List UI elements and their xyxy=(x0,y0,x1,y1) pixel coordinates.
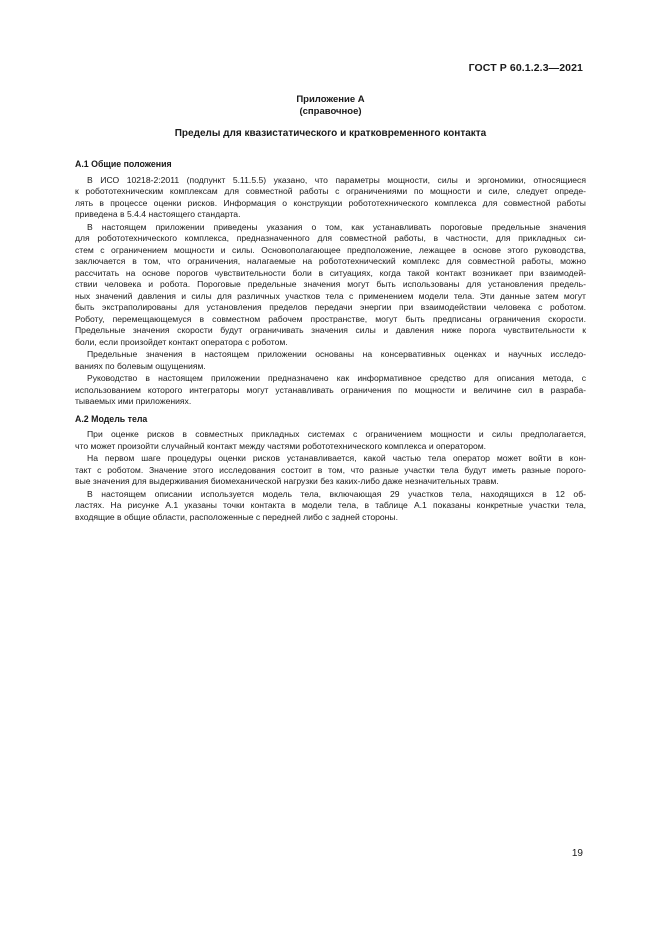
text-line: к робототехническим комплексам для совместной работы с ограничениями по мощности и силе, следует опреде- xyxy=(75,186,586,196)
annex-label: Приложение А xyxy=(296,94,365,105)
text-line: Руководство в настоящем приложении предназначено как информативное средство для описания метода, с xyxy=(87,373,586,383)
text-line: На первом шаге процедуры оценки рисков устанавливается, какой частью тела оператор может войти в кон- xyxy=(87,453,586,463)
text-line: боли, если произойдет контакт оператора с роботом. xyxy=(75,336,288,347)
document-body xyxy=(75,159,586,524)
paragraph xyxy=(75,175,586,221)
text-line: В ИСО 10218-2:2011 (подпункт 5.11.5.5) указано, что параметры мощности, силы и эргономики, относящиеся xyxy=(87,174,586,185)
text-line: что может произойти случайный контакт между частями робототехнического комплекса и оператором. xyxy=(75,440,487,451)
text-line: рассчитать на основе порогов чувствительности боли в ситуациях, когда такой контакт возникает при взаимодей- xyxy=(75,267,586,278)
page-number: 19 xyxy=(571,848,583,859)
text-line: такт с роботом. Значение этого исследования состоит в том, что разные участки тела будут иметь разные порого- xyxy=(75,464,586,475)
text-line: заключается в том, что ограничения, налагаемые на робототехнический комплекс для совместной работы, можно xyxy=(75,256,586,266)
text-line: ствии человека и робота. Пороговые предельные значения могут быть использованы для установления предель- xyxy=(75,279,586,289)
text-line: Предельные значения скорости будут ограничивать значения силы и давления ниже порога чувствительности к xyxy=(75,325,586,335)
text-line: тываемых ими приложениях. xyxy=(75,396,192,406)
text-line: быть экстраполированы для установления пределов передачи энергии при взаимодействии человека с роботом. xyxy=(75,302,586,312)
section-title: А.2 Модель тела xyxy=(75,413,148,424)
document-code: ГОСТ Р 60.1.2.3—2021 xyxy=(468,62,583,74)
text-line: В настоящем приложении приведены указания о том, как устанавливать пороговые предельные значения xyxy=(87,221,586,232)
paragraph xyxy=(75,489,586,524)
paragraph xyxy=(75,373,586,408)
paragraph xyxy=(75,453,586,488)
text-line: лять в процессе оценки рисков. Информация о конструкции робототехнического комплекса для совместной работы xyxy=(75,197,586,208)
text-line: Роботу, перемещающемуся в совместном рабочем пространстве, могут быть предписаны ограничения скорости. xyxy=(75,313,586,324)
text-line: ных значений давления и силы для различных участков тела с применением модели тела. Эти данные затем могут xyxy=(75,290,586,301)
text-line: стем с ограничением мощности и силы. Основополагающее предположение, лежащее в основе этого руководства, xyxy=(75,244,586,255)
paragraph xyxy=(75,349,586,372)
text-line: Предельные значения в настоящем приложении основаны на консервативных оценках и научных исследо- xyxy=(87,349,586,359)
text-line: для робототехнического комплекса, предназначенного для совместной работы, в частности, для прикладных си- xyxy=(75,233,586,243)
text-line: При оценке рисков в совместных прикладных системах с ограничением мощности и силы предполагается, xyxy=(87,429,586,439)
text-line: вые значения для выдерживания биомеханической нагрузки без каких-либо даже незначительных травм. xyxy=(75,476,499,486)
text-line: В настоящем описании используется модель тела, включающая 29 участков тела, находящихся в 12 об- xyxy=(87,488,586,499)
text-line: ваниях по болевым ощущениям. xyxy=(75,360,206,371)
paragraph xyxy=(75,222,586,349)
annex-note: (справочное) xyxy=(299,106,362,117)
text-line: ластях. На рисунке А.1 указаны точки контакта в модели тела, в таблице А.1 показаны конкретные участки тела, xyxy=(75,500,586,510)
paragraph xyxy=(75,429,586,452)
section-title: А.1 Общие положения xyxy=(75,159,172,169)
text-line: использованием которого интеграторы могут устанавливать ограничения по мощности и величине сил в разраба- xyxy=(75,384,586,395)
text-line: приведена в 5.4.4 настоящего стандарта. xyxy=(75,209,241,219)
annex-title: Пределы для квазистатического и кратковременного контакта xyxy=(174,128,487,139)
text-line: входящие в общие области, расположенные с передней либо с задней стороны. xyxy=(75,511,398,522)
annex-heading xyxy=(75,94,586,118)
